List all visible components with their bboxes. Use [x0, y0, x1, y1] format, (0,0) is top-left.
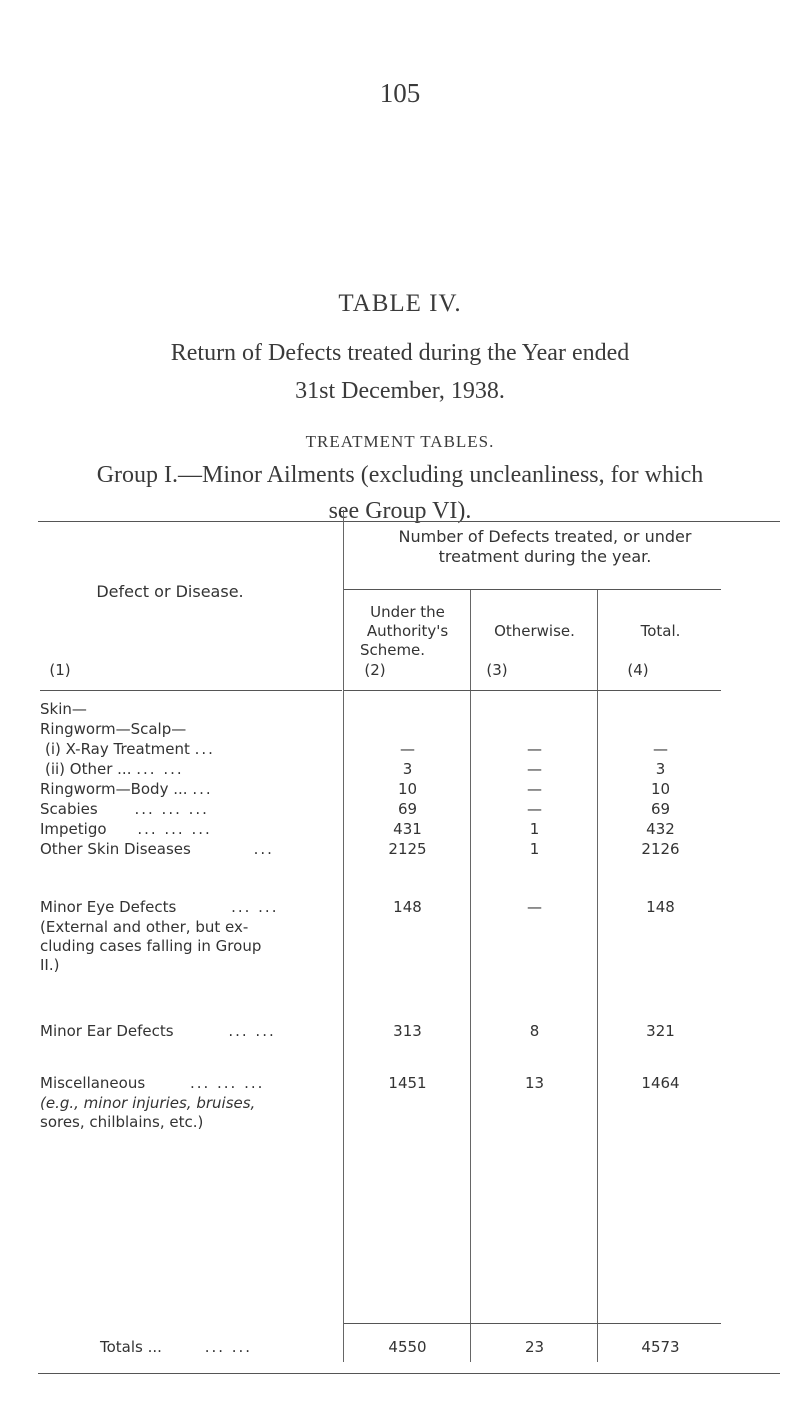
col4-number: (4)	[627, 661, 649, 679]
row-other-skin-c4: 2126	[641, 840, 680, 858]
group-heading-line-2: see Group VI).	[328, 498, 472, 524]
row-minor-eye-c4: 148	[646, 898, 675, 916]
row-totals-c4: 4573	[641, 1338, 680, 1356]
col1-header: Defect or Disease.	[96, 582, 244, 601]
subtitle-line-2: 31st December, 1938.	[295, 378, 505, 404]
row-xray-c4: —	[653, 740, 668, 758]
column-divider-1	[343, 510, 344, 1362]
table-top-rule	[38, 521, 780, 522]
group-heading-line-1: Group I.—Minor Ailments (excluding uncleanliness, for which	[96, 462, 704, 488]
page-number: 105	[379, 78, 421, 108]
column-divider-2	[470, 590, 471, 1362]
col4-header: Total.	[640, 622, 681, 640]
subheader-rule	[344, 589, 721, 590]
row-other-skin-c2: 2125	[388, 840, 427, 858]
row-xray-c3: —	[527, 740, 542, 758]
col2-header-line-1: Under the	[370, 603, 445, 621]
row-minor-eye-c3: —	[527, 898, 542, 916]
row-ringworm-body-c4: 10	[650, 780, 671, 798]
row-label-other: (ii) Other ... ... ...	[45, 760, 184, 778]
table-bottom-rule	[38, 1373, 780, 1374]
row-other-c3: —	[527, 760, 542, 778]
row-minor-eye-c2: 148	[393, 898, 422, 916]
row-label-ringworm-body: Ringworm—Body ... ...	[40, 780, 213, 798]
header-bottom-rule-left	[40, 690, 342, 691]
row-other-skin-c3: 1	[529, 840, 540, 858]
row-totals-c2: 4550	[388, 1338, 427, 1356]
row-impetigo-c4: 432	[646, 820, 675, 838]
row-minor-ear-c4: 321	[646, 1022, 675, 1040]
row-ringworm-body-c2: 10	[397, 780, 418, 798]
row-misc-c3: 13	[524, 1074, 545, 1092]
row-label-scabies: Scabies ... ... ...	[40, 800, 209, 818]
row-label-totals: Totals ... ... ...	[100, 1338, 253, 1356]
row-note-minor-eye-3: II.)	[40, 956, 60, 974]
col2-number: (2)	[364, 661, 386, 679]
row-other-c4: 3	[655, 760, 666, 778]
row-note-misc-1: (e.g., minor injuries, bruises,	[40, 1094, 256, 1112]
row-scabies-c2: 69	[397, 800, 418, 818]
row-other-c2: 3	[402, 760, 413, 778]
row-label-impetigo: Impetigo ... ... ...	[40, 820, 212, 838]
row-label-misc: Miscellaneous ... ... ...	[40, 1074, 265, 1092]
col2-header-line-3: Scheme.	[359, 641, 426, 659]
row-scabies-c4: 69	[650, 800, 671, 818]
row-note-minor-eye-1: (External and other, but ex-	[40, 918, 249, 936]
row-totals-c3: 23	[524, 1338, 545, 1356]
row-scabies-c3: —	[527, 800, 542, 818]
row-xray-c2: —	[400, 740, 415, 758]
row-misc-c4: 1464	[641, 1074, 680, 1092]
col2-header-line-2: Authority's	[366, 622, 449, 640]
span-header: Number of Defects treated, or under treatment during the year.	[398, 527, 692, 566]
row-label-other-skin: Other Skin Diseases ...	[40, 840, 274, 858]
row-misc-c2: 1451	[388, 1074, 427, 1092]
col3-number: (3)	[486, 661, 508, 679]
ringworm-scalp-heading: Ringworm—Scalp—	[40, 720, 187, 738]
column-divider-3	[597, 590, 598, 1362]
row-label-xray: (i) X-Ray Treatment ...	[45, 740, 215, 758]
row-label-minor-ear: Minor Ear Defects ... ...	[40, 1022, 276, 1040]
row-ringworm-body-c3: —	[527, 780, 542, 798]
col1-number: (1)	[49, 661, 71, 679]
section-heading: TREATMENT TABLES.	[305, 432, 495, 451]
row-minor-ear-c2: 313	[393, 1022, 422, 1040]
header-bottom-rule-right	[344, 690, 721, 691]
row-note-misc-2: sores, chilblains, etc.)	[40, 1113, 204, 1131]
row-minor-ear-c3: 8	[529, 1022, 540, 1040]
row-impetigo-c2: 431	[393, 820, 422, 838]
row-impetigo-c3: 1	[529, 820, 540, 838]
row-label-minor-eye: Minor Eye Defects ... ...	[40, 898, 279, 916]
col3-header: Otherwise.	[494, 622, 575, 640]
row-note-minor-eye-2: cluding cases falling in Group	[40, 937, 262, 955]
skin-heading: Skin—	[40, 700, 87, 718]
table-title: TABLE IV.	[338, 290, 462, 317]
subtitle-line-1: Return of Defects treated during the Year ended	[170, 340, 630, 366]
totals-rule	[344, 1323, 721, 1324]
